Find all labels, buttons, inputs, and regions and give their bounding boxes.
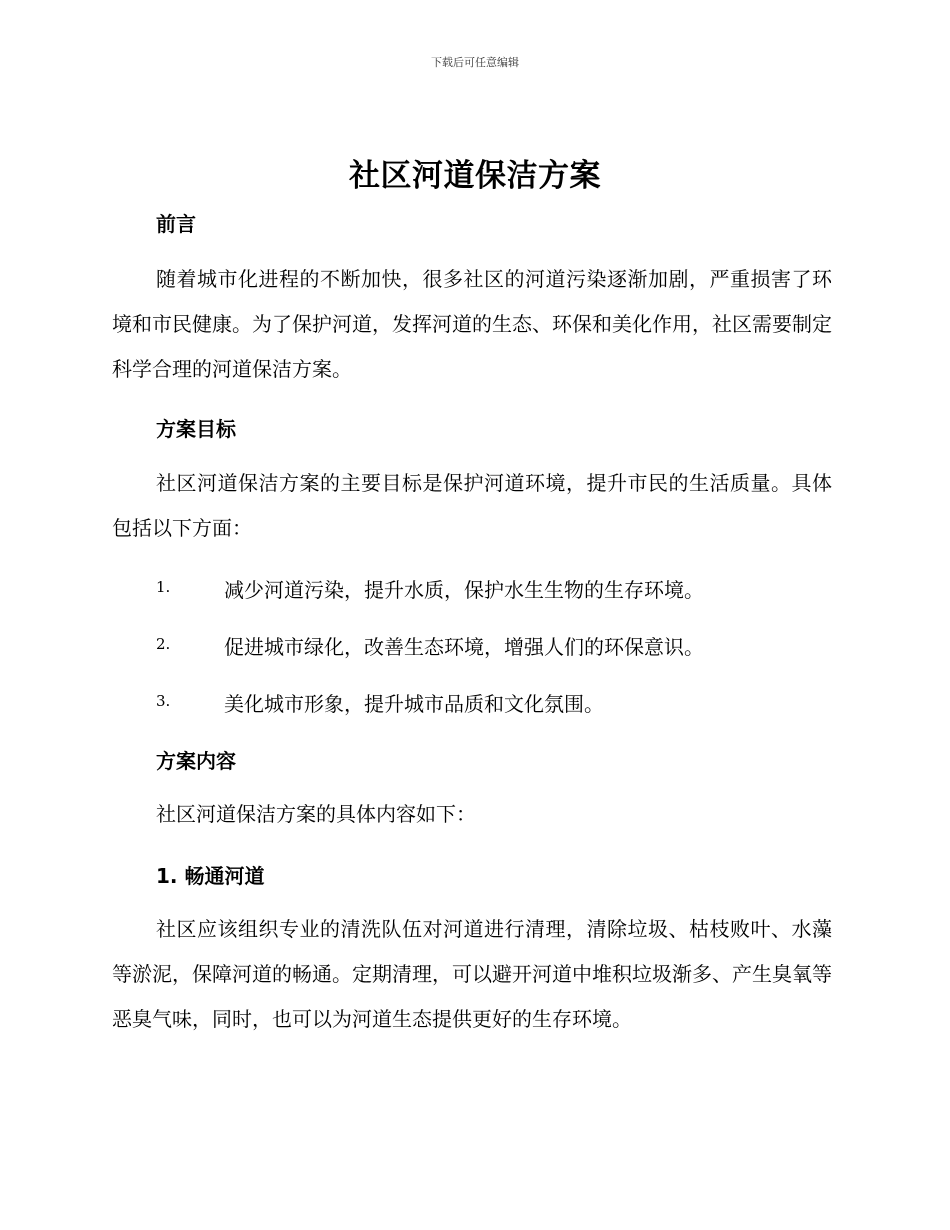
list-text: 美化城市形象，提升城市品质和文化氛围。: [224, 692, 604, 716]
list-number: 3.: [156, 692, 171, 710]
document-title: 社区河道保洁方案: [349, 158, 601, 194]
paragraph-content-intro: 社区河道保洁方案的具体内容如下：: [156, 802, 476, 826]
list-number: 2.: [156, 635, 171, 653]
paragraph-subsection-1: 社区应该组织专业的清洗队伍对河道进行清理，清除垃圾、枯枝败叶、水藻等淤泥，保障河道的畅通。定期清理，可以避开河道中堆积垃圾渐多、产生臭氧等恶臭气味，同时，也可以为河道生态提供更好的生存环境。: [112, 917, 832, 1031]
paragraph-goal: 社区河道保洁方案的主要目标是保护河道环境，提升市民的生活质量。具体包括以下方面：: [112, 471, 832, 540]
list-number: 1.: [156, 578, 171, 596]
section-heading-preface: 前言: [156, 212, 196, 236]
paragraph-preface: 随着城市化进程的不断加快，很多社区的河道污染逐渐加剧，严重损害了环境和市民健康。为了保护河道，发挥河道的生态、环保和美化作用，社区需要制定科学合理的河道保洁方案。: [112, 267, 832, 381]
section-heading-content: 方案内容: [156, 749, 236, 773]
subsection-heading-1: 1. 畅通河道: [156, 864, 265, 888]
section-heading-goal: 方案目标: [156, 417, 236, 441]
header-note: 下载后可任意编辑: [431, 56, 519, 69]
list-text: 促进城市绿化，改善生态环境，增强人们的环保意识。: [224, 635, 704, 659]
list-text: 减少河道污染，提升水质，保护水生生物的生存环境。: [224, 578, 704, 602]
